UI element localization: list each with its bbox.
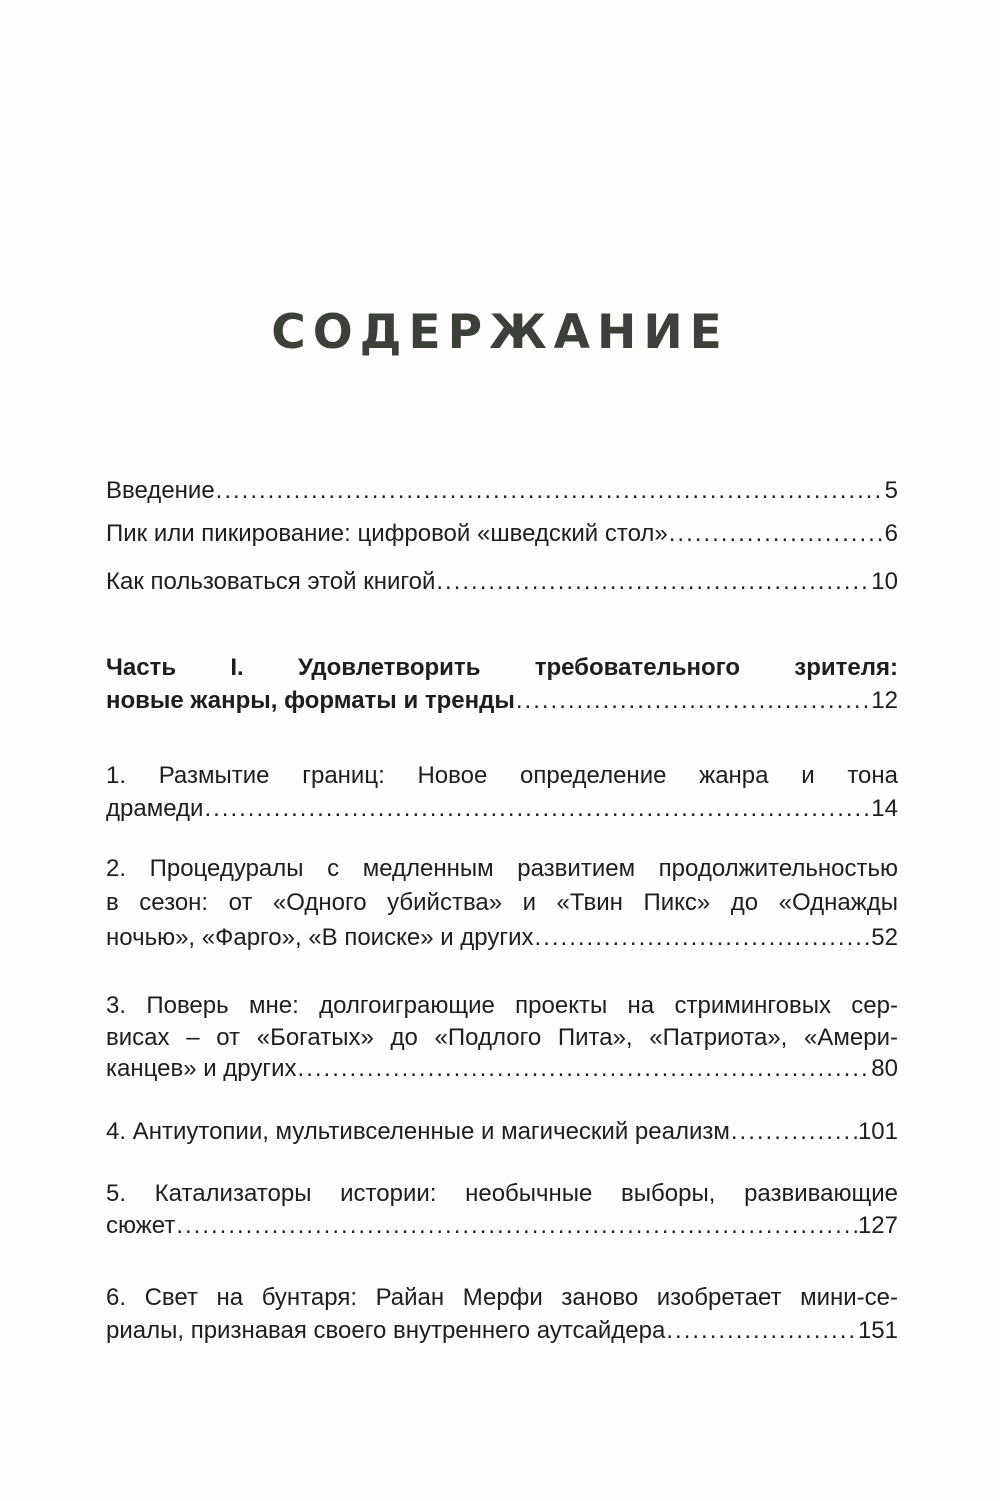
entry-title-line: Часть I. Удовлетворить требовательного зрителя: xyxy=(106,654,898,681)
toc-entry-introduction[interactable] xyxy=(106,474,898,507)
dot-leader xyxy=(298,1052,871,1085)
toc-entry-chapter-5[interactable] xyxy=(106,1177,898,1242)
entry-title-line: 3. Поверь мне: долгоиграющие проекты на стриминговых сер- xyxy=(106,992,898,1019)
page-title: СОДЕРЖАНИЕ xyxy=(271,305,729,360)
page-number: 127 xyxy=(857,1212,898,1239)
page-number: 52 xyxy=(871,924,898,951)
dot-leader xyxy=(666,1314,857,1347)
dot-leader xyxy=(204,792,870,825)
dot-leader xyxy=(669,517,884,550)
dot-leader xyxy=(176,1209,857,1242)
entry-title-line: ночью», «Фарго», «В поиске» и других xyxy=(106,924,534,951)
page-number: 151 xyxy=(857,1317,898,1344)
toc-entry-chapter-2[interactable] xyxy=(106,852,898,954)
toc-entry-chapter-4[interactable] xyxy=(106,1115,898,1148)
page-number: 14 xyxy=(871,795,898,822)
entry-title: Введение xyxy=(106,477,215,504)
entry-title: Пик или пикирование: цифровой «шведский стол» xyxy=(106,520,668,547)
page-number: 80 xyxy=(871,1055,898,1082)
entry-title-line: 2. Процедуралы с медленным развитием продолжительностью xyxy=(106,855,898,882)
page-number: 10 xyxy=(871,568,898,595)
entry-title-line: висах – от «Богатых» до «Подлого Пита», «Патриота», «Амери- xyxy=(106,1024,898,1051)
page-number: 5 xyxy=(884,477,898,504)
page-number: 12 xyxy=(871,687,898,714)
page-number: 6 xyxy=(884,520,898,547)
entry-title-line: 1. Размытие границ: Новое определение жанра и тона xyxy=(106,762,898,789)
entry-title: 4. Антиутопии, мультивселенные и магический реализм xyxy=(106,1118,730,1145)
dot-leader xyxy=(535,921,871,954)
entry-title-line: драмеди xyxy=(106,795,204,822)
entry-title-line: риалы, признавая своего внутреннего аутсайдера xyxy=(106,1317,666,1344)
entry-title-line: канцев» и других xyxy=(106,1055,297,1082)
entry-title-line: новые жанры, форматы и тренды xyxy=(106,687,515,714)
toc-entry-part-1[interactable] xyxy=(106,651,898,717)
toc-entry-peak[interactable] xyxy=(106,517,898,550)
toc-entry-chapter-1[interactable] xyxy=(106,759,898,825)
dot-leader xyxy=(436,565,870,598)
dot-leader xyxy=(516,684,870,717)
dot-leader xyxy=(731,1115,857,1148)
dot-leader xyxy=(216,474,884,507)
toc-entry-how-to-use[interactable] xyxy=(106,565,898,598)
toc-entry-chapter-6[interactable] xyxy=(106,1281,898,1347)
entry-title-line: 6. Свет на бунтаря: Райан Мерфи заново изобретает мини-се- xyxy=(106,1284,898,1311)
entry-title: Как пользоваться этой книгой xyxy=(106,568,436,595)
entry-title-line: сюжет xyxy=(106,1212,176,1239)
toc-entry-chapter-3[interactable] xyxy=(106,989,898,1085)
page-number: 101 xyxy=(857,1118,898,1145)
entry-title-line: 5. Катализаторы истории: необычные выборы, развивающие xyxy=(106,1180,898,1207)
entry-title-line: в сезон: от «Одного убийства» и «Твин Пикс» до «Однажды xyxy=(106,889,898,916)
